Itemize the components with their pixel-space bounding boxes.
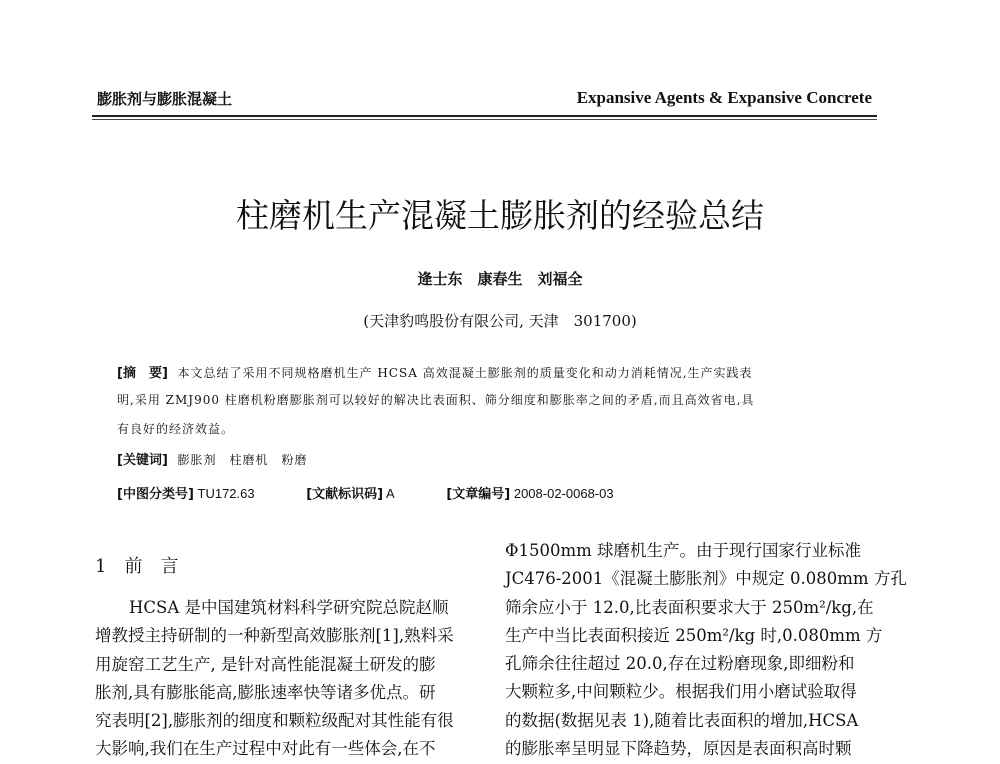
abstract-text: 本文总结了采用不同规格磨机生产 HCSA 高效混凝土膨胀剂的质量变化和动力消耗情况,生产实践表 [177,366,753,380]
paragraph-line: 孔筛余往往超过 20.0,存在过粉磨现象,即细粉和 [505,654,855,674]
paragraph-line: 大颗粒多,中间颗粒少。根据我们用小磨试验取得 [505,682,857,702]
authors: 逄士东 康春生 刘福全 [417,270,583,288]
classification-line [117,483,614,502]
paragraph-line: 筛余应小于 12.0,比表面积要求大于 250m²/kg,在 [505,597,874,617]
section-title: 前 言 [124,556,179,577]
keywords-line [117,449,308,468]
abstract-line: 明,采用 ZMJ900 柱磨机粉磨膨胀剂可以较好的解决比表面积、筛分细度和膨胀率之间的矛盾,而且高效省电,具 [117,393,755,407]
paragraph-line: 增教授主持研制的一种新型高效膨胀剂[1],熟料采 [95,626,454,646]
paragraph-line: 的膨胀率呈明显下降趋势，原因是表面积高时颗 [505,739,852,759]
doc-code-value: A [386,486,395,501]
section-heading [95,552,178,578]
right-column [505,537,907,763]
running-header-english: Expansive Agents & Expansive Concrete [576,88,872,107]
article-no-label: [文章编号] [446,487,511,502]
paragraph-line: Φ1500mm 球磨机生产。由于现行国家行业标准 [505,541,862,560]
paragraph-line: JC476-2001《混凝土膨胀剂》中规定 0.080mm 方孔 [505,569,907,589]
article-no-value: 2008-02-0068-03 [513,486,614,501]
header-rule-thin [92,119,877,120]
clc-value: TU172.63 [197,486,255,501]
article-title: 柱磨机生产混凝土膨胀剂的经验总结 [236,196,764,235]
paragraph-line: 用旋窑工艺生产, 是针对高性能混凝土研发的膨 [95,654,436,674]
clc-label: [中图分类号] [117,487,194,502]
paragraph-line: HCSA 是中国建筑材料科学研究院总院赵顺 [129,598,449,617]
header-rule [92,115,877,117]
keywords-value: 膨胀剂 柱磨机 粉磨 [177,453,308,467]
abstract-line [117,362,753,381]
affiliation: (天津豹鸣股份有限公司, 天津 301700) [363,312,637,330]
paragraph-line: 大影响,我们在生产过程中对此有一些体会,在不 [95,739,436,759]
paragraph-line: 究表明[2],膨胀剂的细度和颗粒级配对其性能有很 [95,711,454,731]
paragraph-line: 生产中当比表面积接近 250m²/kg 时,0.080mm 方 [505,625,883,645]
abstract-line: 有良好的经济效益。 [117,422,235,436]
paragraph-line: 胀剂,具有膨胀能高,膨胀速率快等诸多优点。研 [95,682,436,702]
paragraph-line: 的数据(数据见表 1),随着比表面积的增加,HCSA [505,710,859,730]
abstract-label: [摘 要] [117,366,168,381]
left-column [95,594,467,764]
keywords-label: [关键词] [117,453,168,468]
running-header-chinese: 膨胀剂与膨胀混凝土 [97,90,233,108]
doc-code-label: [文献标识码] [306,487,384,502]
section-number: 1 [95,556,107,577]
